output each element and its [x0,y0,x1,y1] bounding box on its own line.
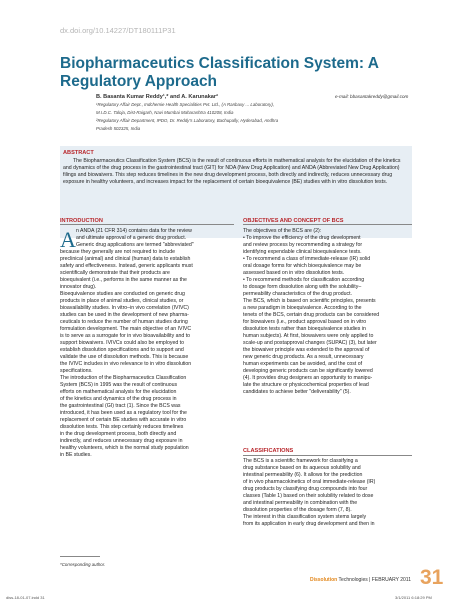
text-line: human subjects). At first, biowaivers were only applied to [243,333,374,339]
text-line: bioequivalent (i.e., performs in the same manner as the [60,277,187,283]
text-line: safety and effectiveness. Instead, generic applicants must [60,263,193,269]
drop-cap: A [60,227,76,252]
text-line: from its application in early drug development and then in [243,521,375,527]
text-line: the biowaiver principle was extended to the approval of [243,347,370,353]
doi-link[interactable]: dx.doi.org/10.14227/DT180111P31 [60,26,176,35]
text-line: classes (Table 1) based on their solubility related to dose [243,493,374,499]
affiliation-line: ¹Regulatory Affair Dept., Indchemie Health Specialities Pvt. Ltd., (A Ranbaxy ... Laboratory), [96,102,275,107]
text-line: establish dissolution specifications and to support and [60,347,184,353]
text-line: indirectly, and reduces unnecessary drug exposure in [60,438,183,444]
text-line: innovator drug). [60,284,97,290]
text-line: and intestinal permeability in combination with the [243,500,358,506]
text-line: oral dosage forms for which bioequivalence may be [243,263,362,269]
text-line: developing generic products can be significantly lowered [243,368,373,374]
text-line: dissolution tests. This step certainly reduces timelines [60,424,184,430]
section-rule [60,224,234,225]
intro-heading: INTRODUCTION [60,218,103,224]
affiliation-line: M.I.D.C. Taloja, Dist-Raigarh, Navi Mumbai Maharashtra 410208, India [96,110,234,115]
text-line: scale-up and postapproval changes (SUPAC) (3), but later [243,340,377,346]
text-line: candidates to achieve better "deliverability" (5). [243,389,351,395]
text-line: identifying expendable clinical bioequivalence tests. [243,249,362,255]
text-line: replacement of certain BE studies with accurate in vitro [60,417,187,423]
text-line: studies can be used in the development of new pharma- [60,312,189,318]
journal-name-rest: Technologies [337,577,368,583]
text-line: and review process by recommending a strategy for [243,242,363,248]
text-line: in the drug development process, both directly and [60,431,177,437]
section-rule [243,455,412,456]
text-line: System (BCS) in 1995 was the result of continuous [60,382,178,388]
text-line: Generic drug applications are termed "abbreviated" [76,242,194,248]
journal-name: Dissolution [310,577,338,583]
text-line: dissolution tests rather than bioequivalence studies in [243,326,366,332]
text-line: drug substance based on its aqueous solubility and [243,465,361,471]
text-line: dissolution properties of the dosage form (7, 8). [243,507,352,513]
text-line: assessed based on in vitro dissolution tests. [243,270,345,276]
text-line: new generic drug products. As a result, unnecessary [243,354,364,360]
classifications-heading: CLASSIFICATIONS [243,448,294,454]
text-line: (4). It provides drug designers an opportunity to manipu- [243,375,373,381]
text-line: validate the use of dissolution methods. This is because [60,354,189,360]
affiliation-line: ²Regulatory Affair Department, IPDO, Dr. Reddy's Laboratory, Bachupally, Hyderabad, Andhra [96,118,279,123]
text-line: formulation development. The main objective of an IVIVC [60,326,192,332]
text-line: The BCS, which is based on scientific principles, presents [243,298,376,304]
article-title: Biopharmaceutics Classification System: A Regulatory Approach [60,55,379,90]
text-line: to dosage form dissolution along with the solubility– [243,284,362,290]
author-list: B. Basanta Kumar Reddy¹,* and A. Karunakar² [96,94,218,100]
text-line: of in vivo pharmacokinetics of oral immediate-release (IR) [243,479,376,485]
text-line: permeability characteristics of the drug product. [243,291,352,297]
text-line: a new paradigm in bioequivalence. According to the [243,305,362,311]
text-line: for biowaivers (i.e., product approval based on in vitro [243,319,367,325]
text-line: n ANDA (21 CFR 314) contains data for the review [76,228,192,234]
text-line: Bioequivalence studies are conducted on generic drug [60,291,185,297]
affiliation-line: Pradesh 502325, India [96,126,141,131]
corresponding-email[interactable]: e-mail: bbasantakreddy@gmail.com [335,94,409,99]
issue-date: | FEBRUARY 2011 [367,577,411,583]
text-line: bioavailability studies. In vitro–in vivo correlation (IVIVC) [60,305,189,311]
text-line: The BCS is a scientific framework for classifying a [243,458,358,464]
text-line: of the kinetics and dynamics of the drug process in [60,396,177,402]
text-line: in BE studies. [60,452,92,458]
text-line: support biowaivers. IVIVCs could also be employed to [60,340,184,346]
text-line: and ultimate approval of a generic drug product. [76,235,187,241]
text-line: intestinal permeability (6). It allows for the prediction [243,472,363,478]
text-line: preclinical (animal) and clinical (human) data to establish [60,256,191,262]
page-number: 31 [420,566,444,589]
text-line: products in place of animal studies, clinical studies, or [60,298,184,304]
text-line: The objectives of the BCS are (2): [243,228,322,234]
text-line: drug products by classifying drug compounds into four [243,486,368,492]
abstract-heading: ABSTRACT [63,150,94,156]
text-line: is to serve as a surrogate for in vivo bioavailability and to [60,333,191,339]
section-rule [243,224,412,225]
footnote-rule [60,556,100,557]
text-line: because they generally are not required to include [60,249,176,255]
text-line: tenets of the BCS, certain drug products can be considered [243,312,380,318]
text-line: • To recommend a class of immediate-release (IR) solid [243,256,371,262]
abstract-text: The Biopharmaceutics Classification System (BCS) is the result of continuous efforts in mathematical analysis for the elucidation of the kinetics and dynamics of the drug process in the gastrointestinal tract (GIT) for NDA (New Drug Application) and ANDA (Abbreviated New Drug Application) filings and biowaivers. This step reduces timelines in the new drug development process, both directly and indirectly, reduces unnecessary drug exposure in healthy volunteers, and increases impact for the replacement of certain bioequivalence (BE) studies with in vitro dissolution tests. [63,158,401,186]
text-line: specifications. [60,368,93,374]
text-line: The introduction of the Biopharmaceutics Classification [60,375,187,381]
text-line: human experiments can be avoided, and the cost of [243,361,363,367]
objectives-heading: OBJECTIVES AND CONCEPT OF BCS [243,218,344,224]
text-line: healthy volunteers, which is the normal study population [60,445,189,451]
footnote: *Corresponding author. [60,562,106,567]
text-line: efforts on mathematical analysis for the elucidation [60,389,177,395]
journal-footer [310,577,411,583]
text-line: • To recommend methods for classification according [243,277,365,283]
text-line: • To improve the efficiency of the drug development [243,235,361,241]
print-slug-left: diss-18-01-07.indd 31 [6,595,45,600]
text-line: ceuticals to reduce the number of human studies during [60,319,188,325]
text-line: scientifically demonstrate that their products are [60,270,170,276]
text-line: the IVIVC includes in vivo relevance to in vitro dissolution [60,361,192,367]
print-slug-right: 3/1/2011 6:18:29 PM [395,595,432,600]
text-line: late the structure or physicochemical properties of lead [243,382,369,388]
text-line: the gastrointestinal (GI) tract (1). Since the BCS was [60,403,181,409]
text-line: The interest in this classification system stems largely [243,514,367,520]
text-line: introduced, it has been used as a regulatory tool for the [60,410,187,416]
